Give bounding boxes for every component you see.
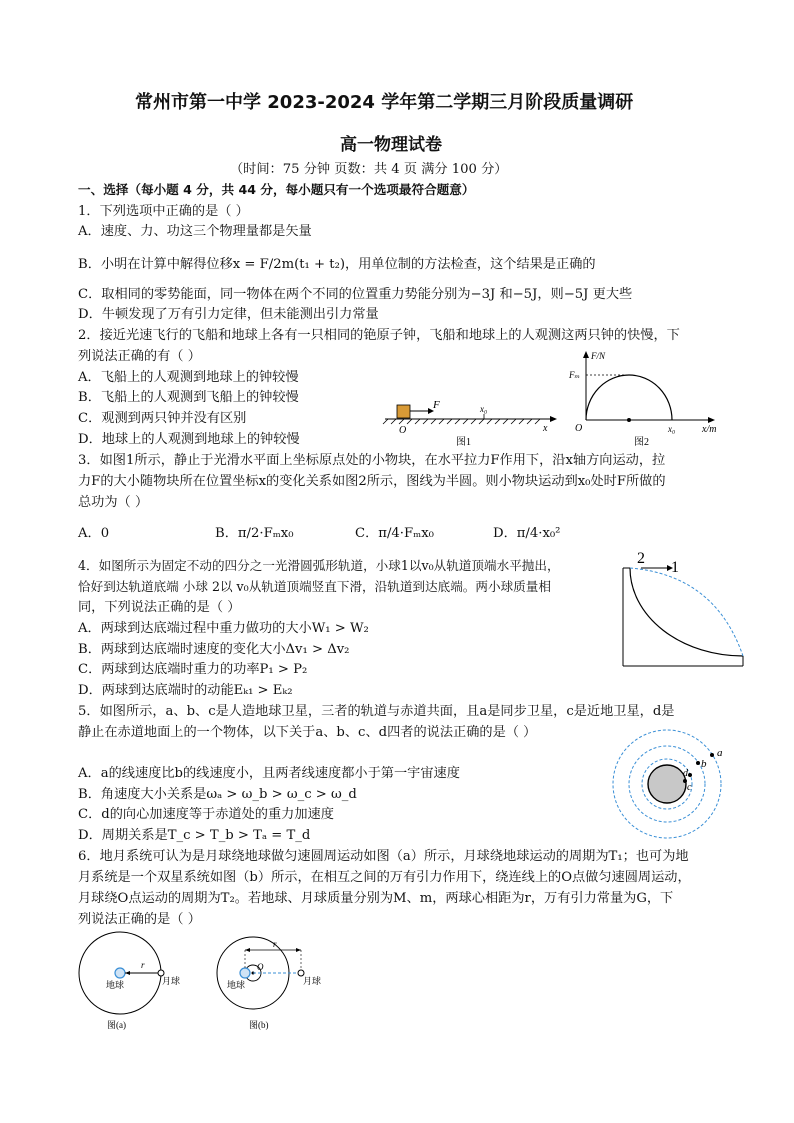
q2-option-b: B．飞船上的人观测到飞船上的钟较慢 xyxy=(78,390,299,405)
exam-subtitle: 高一物理试卷 xyxy=(340,135,442,155)
fig1-origin-label: O xyxy=(399,425,407,436)
q2-stem-line2: 列说法正确的有（ ） xyxy=(78,349,201,364)
figure-a-earth-moon xyxy=(72,930,181,1035)
sat-b-label: b xyxy=(701,758,707,770)
sat-c-label: c xyxy=(687,782,692,793)
ball-2-label: 2 xyxy=(637,550,645,567)
figb-caption: 图(b) xyxy=(249,1020,269,1030)
figa-moon-label: 月球 xyxy=(162,976,181,986)
q4-stem-line2: 恰好到达轨道底端 小球 2以 v₀从轨道顶端竖直下滑，沿轨道到达底端。两小球质量相 xyxy=(78,579,551,594)
q4-option-d: D．两球到达底端时的动能Eₖ₁ > Eₖ₂ xyxy=(78,683,293,698)
q6-stem-line3: 月球绕O点运动的周期为T₂。若地球、月球质量分别为M、m，两球心相距为r，万有引力常量为G，下 xyxy=(78,891,674,906)
q1-option-a: A．速度、力、功这三个物理量都是矢量 xyxy=(78,224,312,239)
q5-option-c: C．d的向心加速度等于赤道处的重力加速度 xyxy=(78,807,334,822)
q5-option-d: D．周期关系是T_c > T_b > Tₐ = T_d xyxy=(78,828,311,843)
q2-stem-line1: 2．接近光速飞行的飞船和地球上各有一只相同的铯原子钟，飞船和地球上的人观测这两只钟的快慢，下 xyxy=(78,328,680,343)
figure-1 xyxy=(380,395,560,450)
figure-2 xyxy=(568,348,733,448)
figa-caption: 图(a) xyxy=(107,1020,126,1030)
fig2-fm-label: Fₘ xyxy=(569,370,581,380)
q2-option-d: D．地球上的人观测到地球上的钟较慢 xyxy=(78,432,300,447)
q4-stem-line3: 同，下列说法正确的是（ ） xyxy=(78,600,241,615)
q4-option-b: B．两球到达底端时速度的变化大小Δv₁ > Δv₂ xyxy=(78,642,350,657)
fig2-x0-label: x₀ xyxy=(668,424,676,434)
exam-info: （时间：75 分钟 页数：共 4 页 满分 100 分） xyxy=(230,162,508,177)
figure-satellite-orbits xyxy=(608,725,738,845)
q3-option-d: D．π/4·x₀² xyxy=(493,526,561,541)
q1-option-d: D．牛顿发现了万有引力定律，但未能测出引力常量 xyxy=(78,307,379,322)
q2-option-a: A．飞船上的人观测到地球上的钟较慢 xyxy=(78,370,299,385)
sat-a-label: a xyxy=(717,747,723,759)
exam-title: 常州市第一中学 2023-2024 学年第二学期三月阶段质量调研 xyxy=(135,92,634,113)
figb-r-label: r xyxy=(273,939,277,949)
section-heading: 一、选择（每小题 4 分，共 44 分，每小题只有一个选项最符合题意） xyxy=(78,182,475,197)
fig2-xaxis-label: x/m xyxy=(702,424,717,435)
figb-o-label: O xyxy=(257,962,264,972)
figa-earth-label: 地球 xyxy=(106,980,125,990)
figb-moon-label: 月球 xyxy=(303,976,322,986)
q3-stem-line1: 3．如图1所示，静止于光滑水平面上坐标原点处的小物块，在水平拉力F作用下，沿x轴方向运动，拉 xyxy=(78,453,666,468)
obj-d-label: d xyxy=(683,768,688,779)
q5-option-a: A．a的线速度比b的线速度小，且两者线速度都小于第一宇宙速度 xyxy=(78,766,460,781)
q6-stem-line1: 6．地月系统可认为是月球绕地球做匀速圆周运动如图（a）所示，月球绕地球运动的周期为T₁；也可为地 xyxy=(78,849,689,864)
figure-arc-track xyxy=(615,545,750,675)
q1-option-b: B．小明在计算中解得位移x = F/2m(t₁ + t₂)，用单位制的方法检查，这个结果是正确的 xyxy=(78,257,596,272)
figb-earth-label: 地球 xyxy=(227,980,246,990)
q6-stem-line2: 月系统是一个双星系统如图（b）所示，在相互之间的万有引力作用下，绕连线上的O点做匀速圆周运动， xyxy=(78,870,691,885)
q3-option-b: B．π/2·Fₘx₀ xyxy=(215,526,294,541)
figa-r-label: r xyxy=(141,960,145,970)
q5-option-b: B．角速度大小关系是ωₐ > ω_b > ω_c > ω_d xyxy=(78,787,357,802)
q6-stem-line4: 列说法正确的是（ ） xyxy=(78,912,201,927)
fig1-x0-label: x₀ xyxy=(480,404,488,414)
figure-b-binary-system xyxy=(215,930,335,1035)
semicircle-curve xyxy=(586,375,672,420)
q2-option-c: C．观测到两只钟并没有区别 xyxy=(78,411,247,426)
q3-option-c: C．π/4·Fₘx₀ xyxy=(355,526,434,541)
earth-icon xyxy=(240,968,250,978)
fig1-caption: 图1 xyxy=(456,437,471,448)
q4-stem-line1: 4．如图所示为固定不动的四分之一光滑圆弧形轨道，小球1以v₀从轨道顶端水平抛出， xyxy=(78,558,560,573)
q3-stem-line3: 总功为（ ） xyxy=(78,495,149,510)
q1-stem: 1．下列选项中正确的是（ ） xyxy=(78,204,249,219)
earth-icon xyxy=(648,765,686,803)
q5-stem-line1: 5．如图所示，a、b、c是人造地球卫星，三者的轨道与赤道共面，且a是同步卫星，c是近地卫星，d是 xyxy=(78,704,675,719)
block-icon xyxy=(397,405,410,418)
fig1-xaxis-label: x xyxy=(543,423,548,434)
q3-stem-line2: 力F的大小随物块所在位置坐标x的变化关系如图2所示，图线为半圆。则小物块运动到x₀处时F所做的 xyxy=(78,474,666,489)
arc-track xyxy=(630,568,743,656)
q3-option-a: A．0 xyxy=(78,526,110,541)
q4-option-a: A．两球到达底端过程中重力做功的大小W₁ > W₂ xyxy=(78,621,369,636)
q1-option-c: C．取相同的零势能面，同一物体在两个不同的位置重力势能分别为−3J 和−5J，则−5J 更大些 xyxy=(78,287,633,302)
ball-1-label: 1 xyxy=(671,559,679,576)
projectile-path xyxy=(630,568,743,656)
fig2-yaxis-label: F/N xyxy=(591,351,606,361)
earth-icon xyxy=(115,968,125,978)
fig2-origin-label: O xyxy=(575,423,583,434)
q5-stem-line2: 静止在赤道地面上的一个物体，以下关于a、b、c、d四者的说法正确的是（ ） xyxy=(78,725,537,740)
q4-option-c: C．两球到达底端时重力的功率P₁ > P₂ xyxy=(78,662,308,677)
fig2-caption: 图2 xyxy=(634,437,649,448)
fig1-force-label: F xyxy=(433,399,440,411)
